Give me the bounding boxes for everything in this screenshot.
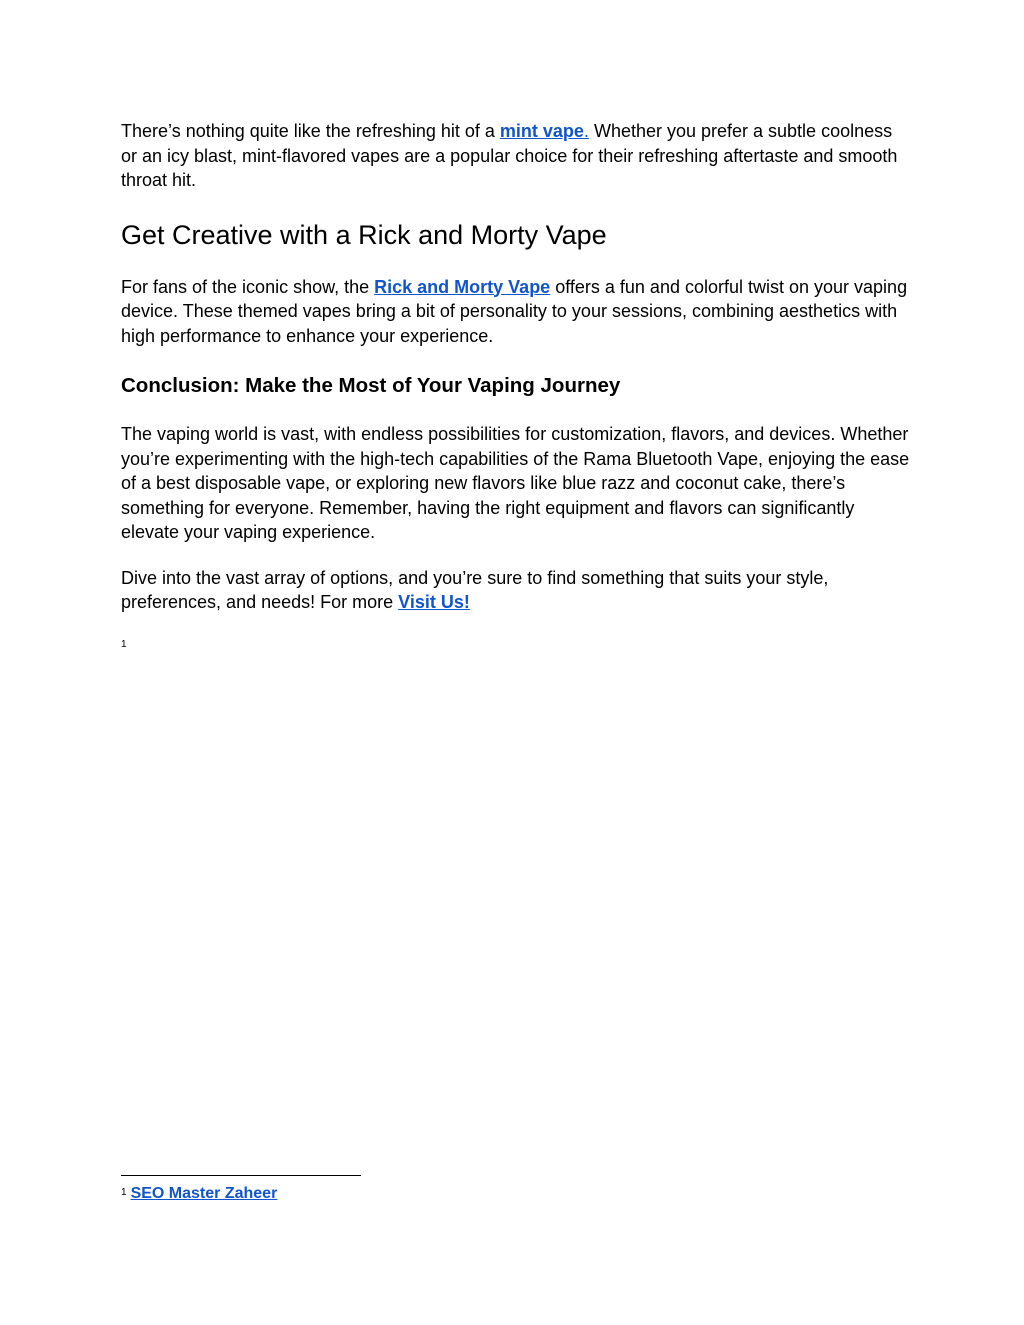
intro-text-before: There’s nothing quite like the refreshing hit of a (121, 121, 500, 141)
mint-vape-link-period: . (583, 121, 589, 141)
conclusion-paragraph: The vaping world is vast, with endless possibilities for customization, flavors, and devices. Whether you’re experimenting with the high-tech capabilities of the Rama Bluetooth Vape, enjoying the ease of a best disposable vape, or exploring new flavors like blue razz and coconut cake, there’s something for everyone. Remember, having the right equipment and flavors can significantly elevate your vaping experience. (121, 424, 910, 542)
footnote-divider (121, 1175, 361, 1176)
document-body (121, 119, 911, 651)
rick-morty-heading: Get Creative with a Rick and Morty Vape (121, 219, 607, 250)
rick-morty-text-before: For fans of the iconic show, the (121, 276, 375, 297)
cta-text: Dive into the vast array of options, and you’re sure to find something that suits your style, preferences, and needs! For more (121, 567, 829, 612)
conclusion-heading: Conclusion: Make the Most of Your Vaping Journey (121, 374, 621, 397)
footnote (121, 1183, 277, 1205)
seo-master-zaheer-link[interactable]: SEO Master Zaheer (130, 1185, 278, 1202)
footnote-reference-marker: 1 (121, 638, 127, 650)
intro-paragraph (121, 119, 911, 193)
rick-morty-paragraph (121, 275, 911, 349)
mint-vape-link-text: mint vape (499, 121, 584, 141)
visit-us-link[interactable]: Visit Us! (398, 592, 470, 612)
footnote-number: 1 (121, 1187, 127, 1198)
rick-morty-vape-link[interactable]: Rick and Morty Vape (374, 276, 551, 297)
intro-text-after: Whether you prefer a subtle coolness or an icy blast, mint-flavored vapes are a popular choice for their refreshing aftertaste and smooth throat hit. (121, 121, 898, 190)
cta-paragraph (121, 566, 911, 615)
mint-vape-link[interactable] (500, 121, 589, 141)
rick-morty-text-after: offers a fun and colorful twist on your vaping device. These themed vapes bring a bit of personality to your sessions, combining aesthetics with high performance to enhance your experience. (121, 276, 908, 346)
